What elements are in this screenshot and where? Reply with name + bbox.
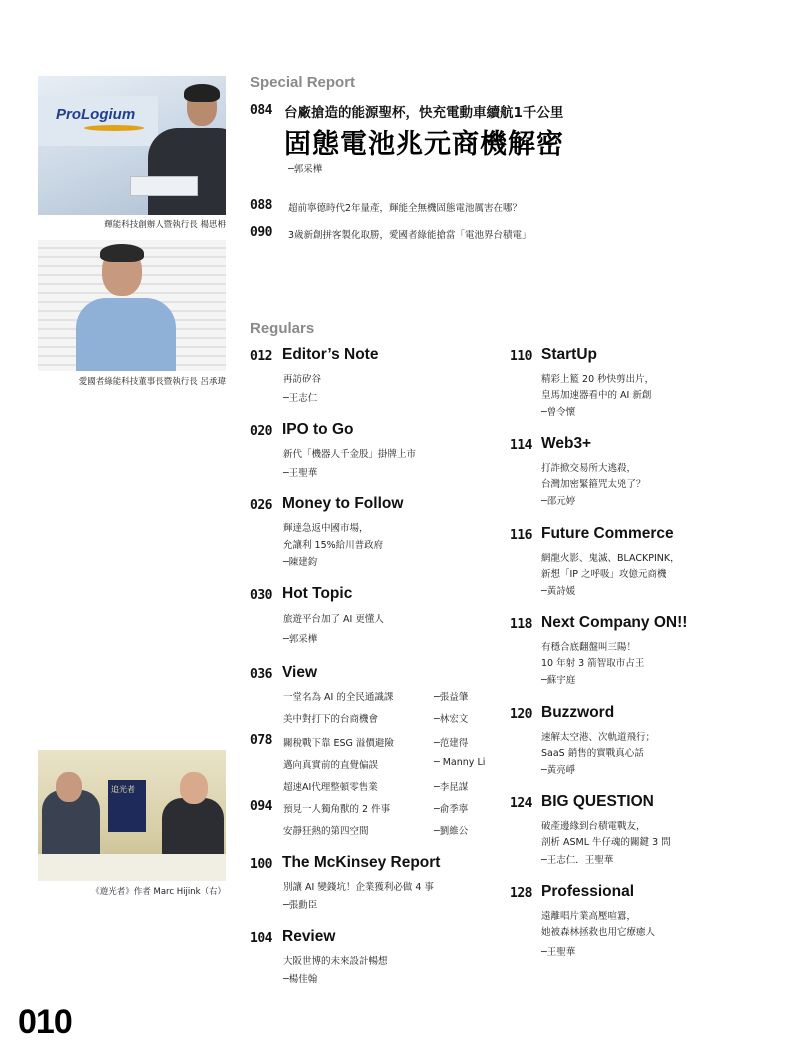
regular-title: Review [282,928,336,945]
regular-number: 104 [250,931,272,946]
regular-title: Hot Topic [282,585,353,602]
regular-line: 再訪矽谷 [283,374,322,385]
special-report-main-number: 084 [250,103,272,118]
regular-title: Professional [541,883,635,900]
regular-line: 別讓 AI 變錢坑！企業獲利必做 4 事 [283,882,434,893]
regular-line: 旅遊平台加了 AI 更懂人 [283,614,384,625]
regular-line: 允讓利 15%給川普政府 [283,540,384,551]
logo-swoosh [84,125,144,131]
regular-author: ─黃詩媛 [541,586,576,597]
regular-line: 皇馬加速器看中的 AI 新創 [541,390,652,401]
view-row-author: ─李昆謀 [434,782,469,793]
regular-title: StartUp [541,346,597,363]
caption-photo1: 輝能科技創辦人暨執行長 楊思枏 [104,220,226,230]
regular-author: ─王聖華 [283,468,318,479]
regular-title: The McKinsey Report [282,854,441,871]
regular-title: BIG QUESTION [541,793,654,810]
regular-number: 026 [250,498,272,513]
regular-title: Web3+ [541,435,592,452]
person-right-head [180,772,208,804]
caption-photo3: 《遊光者》作者 Marc Hijink（右） [91,887,226,897]
regular-line: 新想「IP 之呼吸」攻億元商機 [541,569,667,580]
regular-number: 128 [510,886,532,901]
prologium-logo: ProLogium [56,106,136,123]
special-report-item-text: 3歲新創拼客製化取勝，愛國者綠能搶當「電池界台積電」 [288,230,532,241]
regular-number: 030 [250,588,272,603]
regular-number: 114 [510,438,532,453]
special-report-main-title: 固態電池兆元商機解密 [284,129,564,160]
view-row-number: 078 [250,733,272,748]
regular-author: ─張勳臣 [283,900,318,911]
regulars-label: Regulars [250,320,315,337]
regular-author: ─王志仁 [283,393,318,404]
table [38,854,226,881]
regular-number: 110 [510,349,532,364]
special-report-item-number: 090 [250,225,272,240]
regular-number: 012 [250,349,272,364]
regular-number: 118 [510,617,532,632]
book-cover [108,780,146,832]
view-row-text: 安靜狂熱的第四空間 [283,826,369,837]
person-suit [148,128,226,215]
view-row-number: 094 [250,799,272,814]
person-shirt [76,298,176,371]
regular-author: ─黃亮崢 [541,765,576,776]
regular-number: 020 [250,424,272,439]
regular-line: SaaS 銷售的實戰真心話 [541,748,644,759]
photo-aigo-ceo [38,240,226,371]
regular-author: ─王聖華 [541,947,576,958]
regular-title: Editor’s Note [282,346,379,363]
regular-line: 新代「機器人千金股」掛牌上市 [283,449,417,460]
photo-prologium-ceo [38,76,226,215]
regular-line: 有穩合底翻盤叫三陽！ [541,642,637,653]
view-row-text: 美中對打下的台商機會 [283,714,379,725]
book-title: 追光者 [111,785,135,794]
view-row-author: ─張益肇 [434,692,469,703]
page-number: 010 [18,1003,72,1041]
view-row-author: ─劉維公 [434,826,469,837]
view-row-text: 關稅戰下靠 ESG 溢價避險 [283,738,394,749]
regular-line: 網龍火影、鬼滅、BLACKPINK， [541,553,680,564]
regular-author: ─曾令懷 [541,407,576,418]
regular-line: 10 年射 3 箭智取市占王 [541,658,645,669]
view-title: View [282,664,318,681]
regular-line: 破產邊緣到台積電戰友， [541,821,646,832]
regular-line: 遠離唱片業高壓喧囂， [541,911,637,922]
regular-line: 剖析 ASML 牛仔魂的關鍵 3 問 [541,837,671,848]
view-row-text: 預見一人獨角獸的 2 件事 [283,804,391,815]
regular-title: IPO to Go [282,421,354,438]
person-left-head [56,772,82,802]
regular-author: ─楊佳翰 [283,974,318,985]
regular-title: Next Company ON!! [541,614,688,631]
battery-module [130,176,198,196]
person-hair [184,84,220,102]
special-report-label: Special Report [250,74,356,91]
regular-author: ─陳建鈞 [283,557,318,568]
special-report-main-subtitle: 台廠搶造的能源聖杯，快充電動車續航1千公里 [284,105,564,121]
regular-line: 大阪世博的未來設計暢想 [283,956,388,967]
regular-number: 100 [250,857,272,872]
regular-title: Future Commerce [541,525,674,542]
regular-author: ─蘇宇庭 [541,675,576,686]
regular-number: 124 [510,796,532,811]
view-row-text: 超速AI代理整頓零售業 [283,782,378,793]
regular-author: ─王志仁．王聖華 [541,855,614,866]
view-row-author: ─俞季寧 [434,804,469,815]
regular-line: 精彩上籃 20 秒快剪出片， [541,374,655,385]
regular-author: ─郭采樺 [283,634,318,645]
view-row-author: ─范建得 [434,738,469,749]
regular-line: 她被森林拯救也用它療癒人 [541,927,656,938]
caption-photo2: 愛國者綠能科技董事長暨執行長 呂承瑋 [78,377,226,387]
regular-author: ─邵元婷 [541,496,576,507]
view-row-text: 一堂名為 AI 的全民通識課 [283,692,394,703]
special-report-item-number: 088 [250,198,272,213]
person-hair [100,244,144,262]
special-report-item-text: 超前寧德時代2年量產，輝能全無機固態電池厲害在哪？ [288,203,523,214]
regular-line: 輝達急返中國市場， [283,523,369,534]
regular-title: Money to Follow [282,495,404,512]
view-number: 036 [250,667,272,682]
view-row-author: ─ Manny Li [434,757,486,768]
regular-title: Buzzword [541,704,615,721]
regular-line: 打詐掀交易所大逃殺， [541,463,637,474]
photo-interview [38,750,226,881]
regular-number: 120 [510,707,532,722]
view-row-text: 邁向真實前的直覺偏誤 [283,760,379,771]
special-report-main-author: ─郭采樺 [288,164,323,175]
regular-line: 速解太空港、次軌道飛行； [541,732,656,743]
view-row-author: ─林宏文 [434,714,469,725]
regular-line: 台灣加密緊箍咒太兇了？ [541,479,646,490]
regular-number: 116 [510,528,532,543]
